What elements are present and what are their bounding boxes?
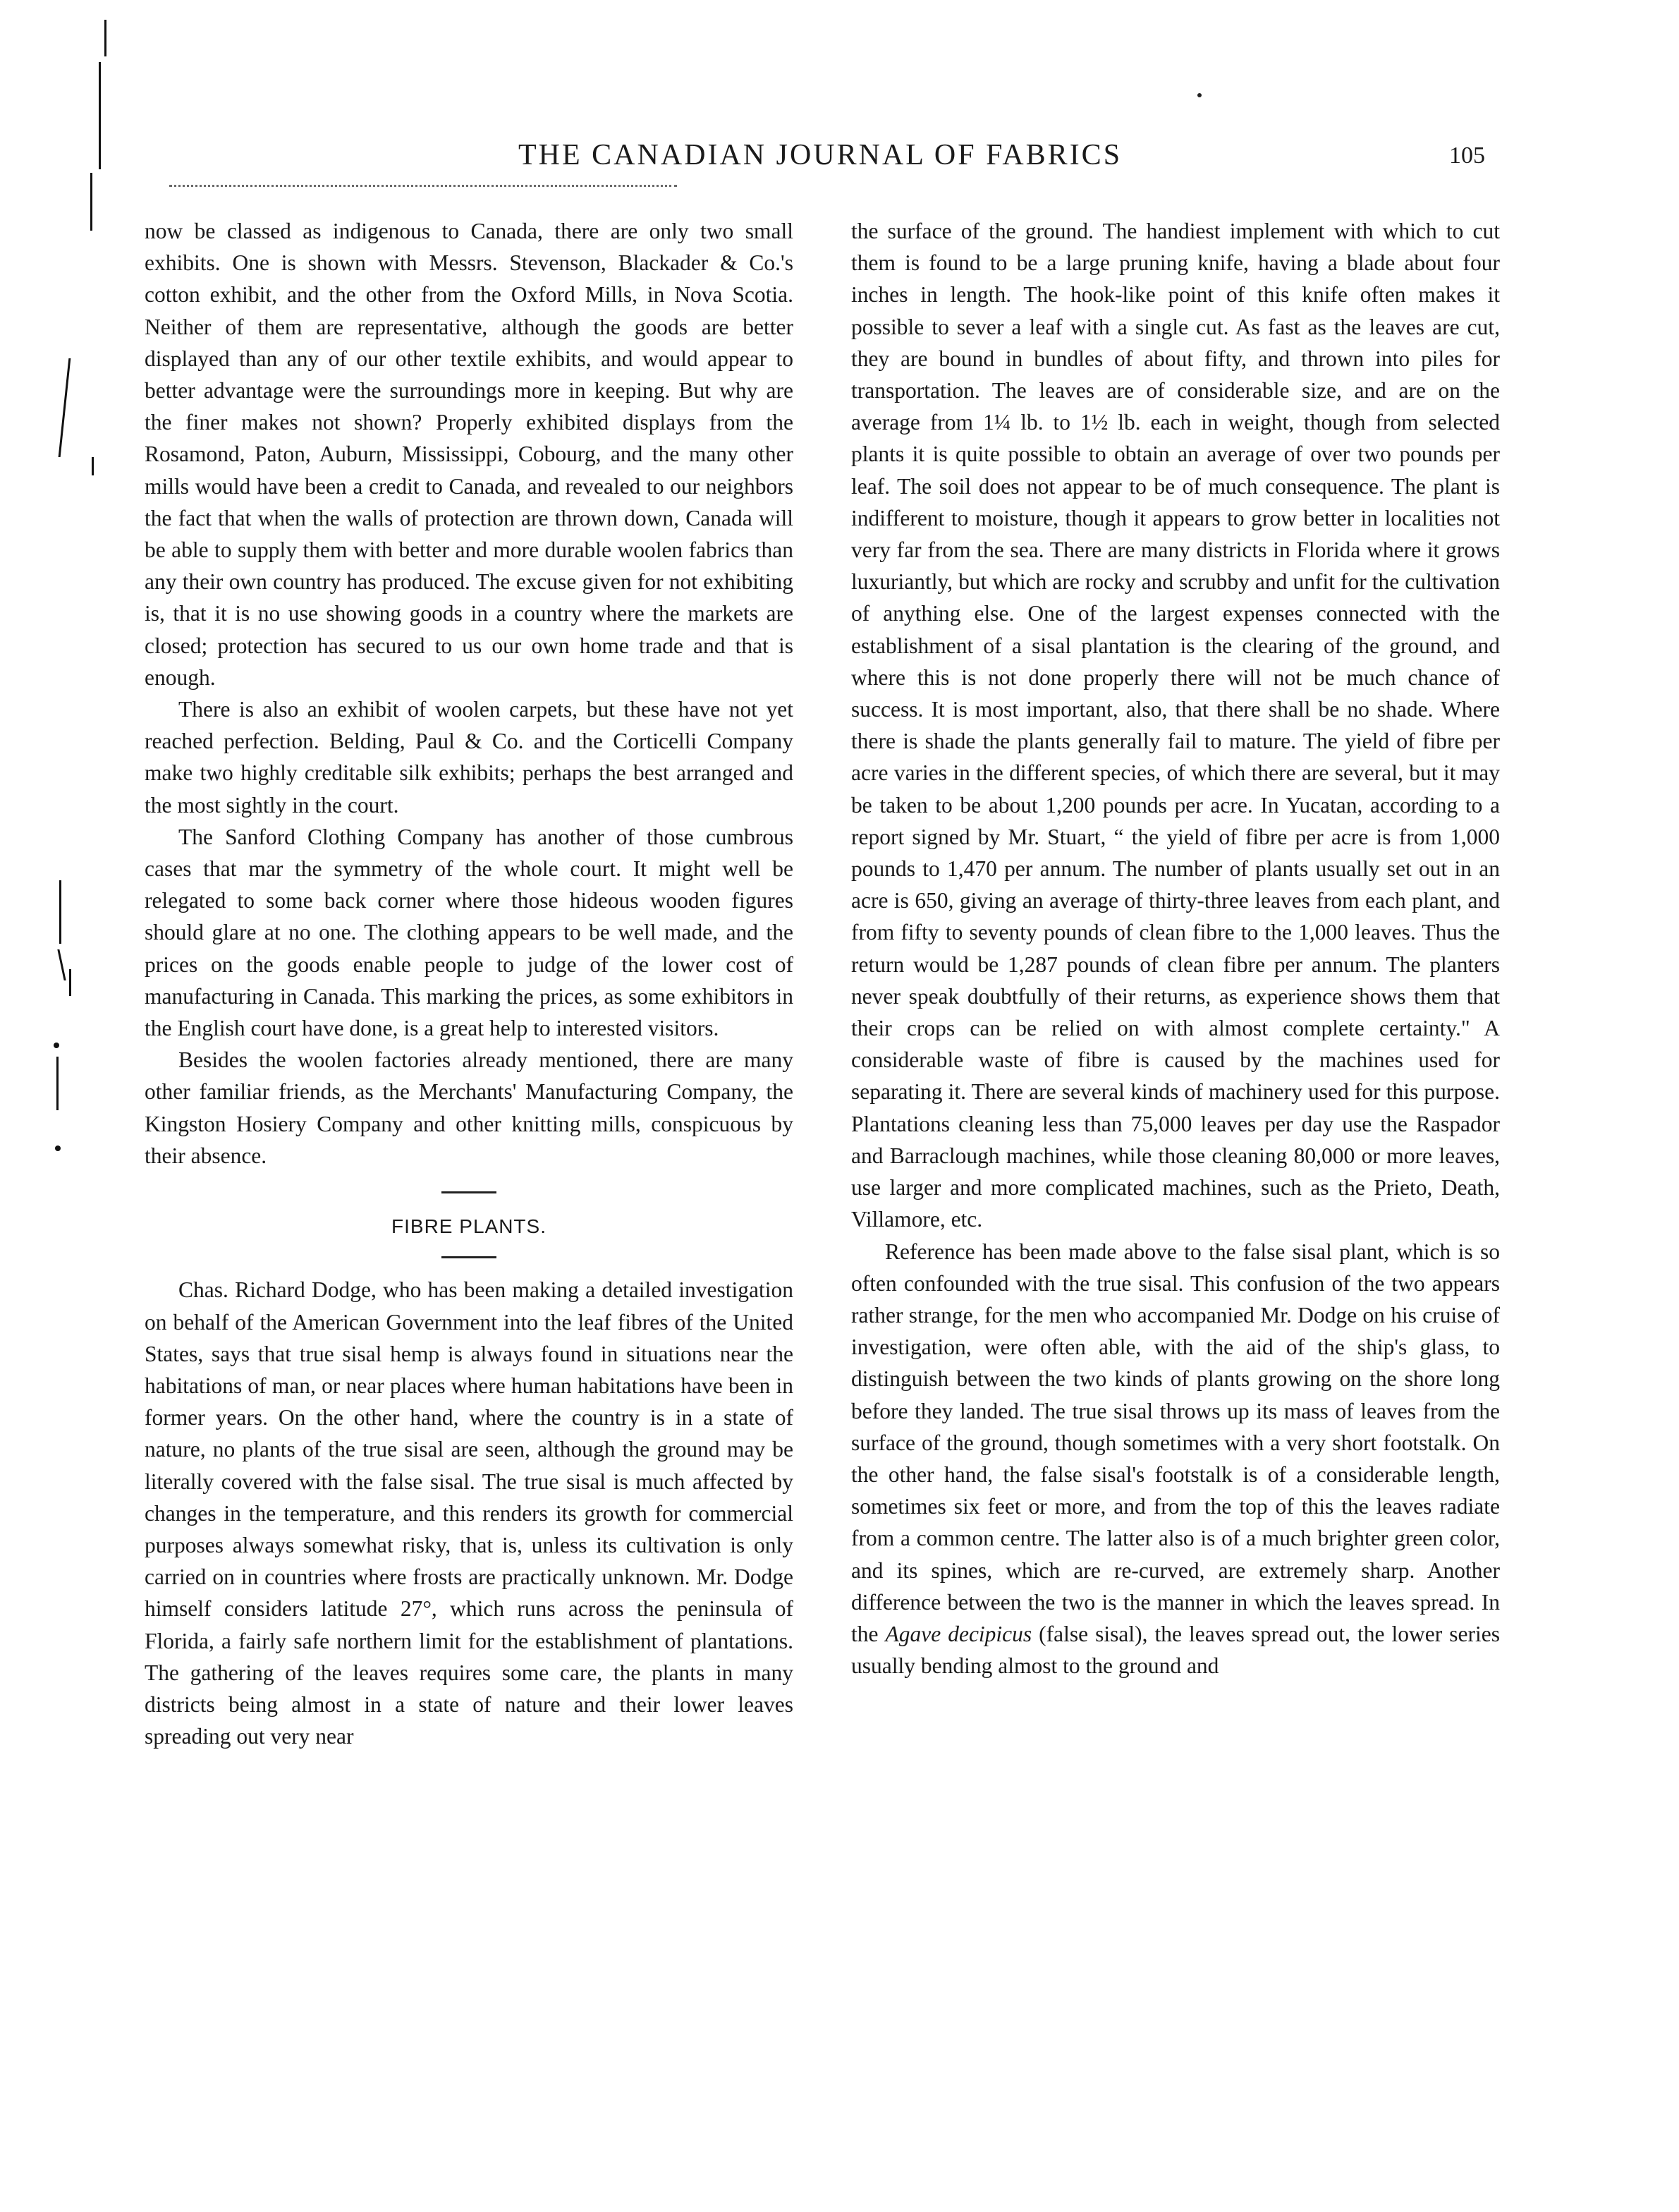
paragraph: There is also an exhibit of woolen carpets, but these have not yet reached perfection. Belding, Paul & Co. and the Corticelli Company make two highly creditable silk exhibits; perhaps the best arranged and the most sightly in the court.: [145, 697, 793, 818]
paragraph: Besides the woolen factories already mentioned, there are many other familiar friends, as the Merchants' Manufacturing Company, the Kingston Hosiery Company and other knitting mills, conspicuous by their absence.: [145, 1047, 793, 1168]
header-rule: [169, 185, 677, 187]
margin-mark: [56, 1057, 59, 1110]
margin-mark: [59, 880, 61, 944]
section-rule-top: [441, 1191, 496, 1193]
paragraph: The Sanford Clothing Company has another of those cumbrous cases that mar the symmetry of the whole court. It might well be relegated to some back corner where those hideous wooden figures should glare at no one. The clothing appears to be well made, and the prices on the goods enable people to judge of the lower cost of manufacturing in Canada. This marking the prices, as some exhibitors in the English court have done, is a great help to interested visitors.: [145, 824, 793, 1041]
page-header: [0, 138, 1679, 181]
paragraph: now be classed as indigenous to Canada, there are only two small exhibits. One is shown with Messrs. Stevenson, Blackader & Co.'s cotton exhibit, and the other from the Oxford Mills, in Nova Scotia. Neither of them are representative, although the goods are better displayed than any of our other textile exhibits, and would appear to better advantage were the surroundings more in keeping. But why are the finer makes not shown? Properly exhibited displays from the Rosamond, Paton, Auburn, Mississippi, Cobourg, and the many other mills would have been a credit to Canada, and revealed to our neighbors the fact that when the walls of protection are thrown down, Canada will be able to supply them with better and more durable woolen fabrics than any their own country has produced. The excuse given for not exhibiting is, that it is no use showing goods in a country where the markets are closed; protection has secured to us our own home trade and that is enough.: [145, 219, 793, 690]
stray-dot: [1197, 93, 1202, 97]
paragraph: the surface of the ground. The handiest implement with which to cut them is found to be a large pruning knife, having a blade about four inches in length. The hook-like point of this knife often makes it possible to sever a leaf with a single cut. As fast as the leaves are cut, they are bound in bundles of about fifty, and thrown into piles for transportation. The leaves are of considerable size, and are on the average from 1¼ lb. to 1½ lb. each in weight, though from selected plants it is quite possible to obtain an average of over two pounds per leaf. The soil does not appear to be of much consequence. The plant is indifferent to moisture, though it appears to grow better in localities not very far from the sea. There are many districts in Florida where it grows luxuriantly, but which are rocky and scrubby and unfit for the cultivation of anything else. One of the largest expenses connected with the establishment of a sisal plantation is the clearing of the ground, and where this is not done properly there will not be much chance of success. It is most important, also, that there shall be no shade. Where there is shade the plants generally fail to mature. The yield of fibre per acre varies in the different species, of which there are several, but it may be taken to be about 1,200 pounds per acre. In Yucatan, according to a report signed by Mr. Stuart, “ the yield of fibre per acre is from 1,000 pounds to 1,470 per annum. The number of plants usually set out in an acre is 650, giving an average of thirty-three leaves from each plant, and from fifty to seventy pounds of clean fibre to the 1,000 leaves. Thus the return would be 1,287 pounds of clean fibre per annum. The planters never speak doubtfully of their returns, as experience shows them that their crops can be relied on with almost complete certainty." A considerable waste of fibre is caused by the machines used for separating it. There are several kinds of machinery used for this purpose. Plantations cleaning less than 75,000 leaves per day use the Raspador and Barraclough machines, while those cleaning 80,000 or more leaves, use larger and more complicated machines, such as the Prieto, Death, Villamore, etc.: [851, 219, 1500, 1232]
journal-title: THE CANADIAN JOURNAL OF FABRICS: [518, 139, 1123, 171]
paragraph-text: Reference has been made above to the false sisal plant, which is so often confounded with the true sisal. This confusion of the two appears rather strange, for the men who accompanied Mr. Dodge on his cruise of investigation, were often able, with the aid of the ship's glass, to distinguish between the two kinds of plants growing on the shore long before they landed. The true sisal throws up its mass of leaves from the surface of the ground, though sometimes with a very short footstalk. On the other hand, the false sisal's footstalk is of a considerable length, sometimes six feet or more, and from the top of this the leaves radiate from a common centre. The latter also is of a much brighter green color, and its spines, which are re-curved, are extremely sharp. Another difference between the two is the manner in which the leaves spread. In the: [851, 1239, 1500, 1646]
paragraph: Chas. Richard Dodge, who has been making a detailed investigation on behalf of the American Government into the leaf fibres of the United States, says that true sisal hemp is always found in situations near the habitations of man, or near places where human habitations have been in former years. On the other hand, where the country is in a state of nature, no plants of the true sisal are seen, although the ground may be literally covered with the false sisal. The true sisal is much affected by changes in the temperature, and this renders its growth for commercial purposes always somewhat risky, that is, unless its cultivation is only carried on in countries where frosts are practically unknown. Mr. Dodge himself considers latitude 27°, which runs across the peninsula of Florida, a fairly safe northern limit for the establishment of plantations. The gathering of the leaves requires some care, the plants in many districts being almost in a state of nature and their lower leaves spreading out very near: [145, 1277, 793, 1749]
section-rule-bottom: [441, 1256, 496, 1258]
margin-dot: [55, 1146, 61, 1151]
margin-dot: [54, 1043, 59, 1048]
paragraph: [851, 1236, 1500, 1682]
margin-mark: [104, 20, 106, 56]
page-number: 105: [1449, 142, 1485, 169]
species-name: Agave decipicus: [885, 1621, 1032, 1646]
paragraph-text: (false sisal), the leaves spread out, the lower series usually bending almost to the ground and: [851, 1621, 1500, 1679]
section-heading: FIBRE PLANTS.: [391, 1215, 547, 1238]
margin-mark: [92, 457, 94, 475]
section-header: [145, 1191, 793, 1258]
right-column: [851, 215, 1500, 1682]
margin-mark: [90, 173, 92, 231]
margin-mark: [59, 358, 71, 457]
margin-mark: [69, 969, 71, 996]
left-column: [145, 215, 793, 1752]
margin-mark: [57, 949, 66, 980]
